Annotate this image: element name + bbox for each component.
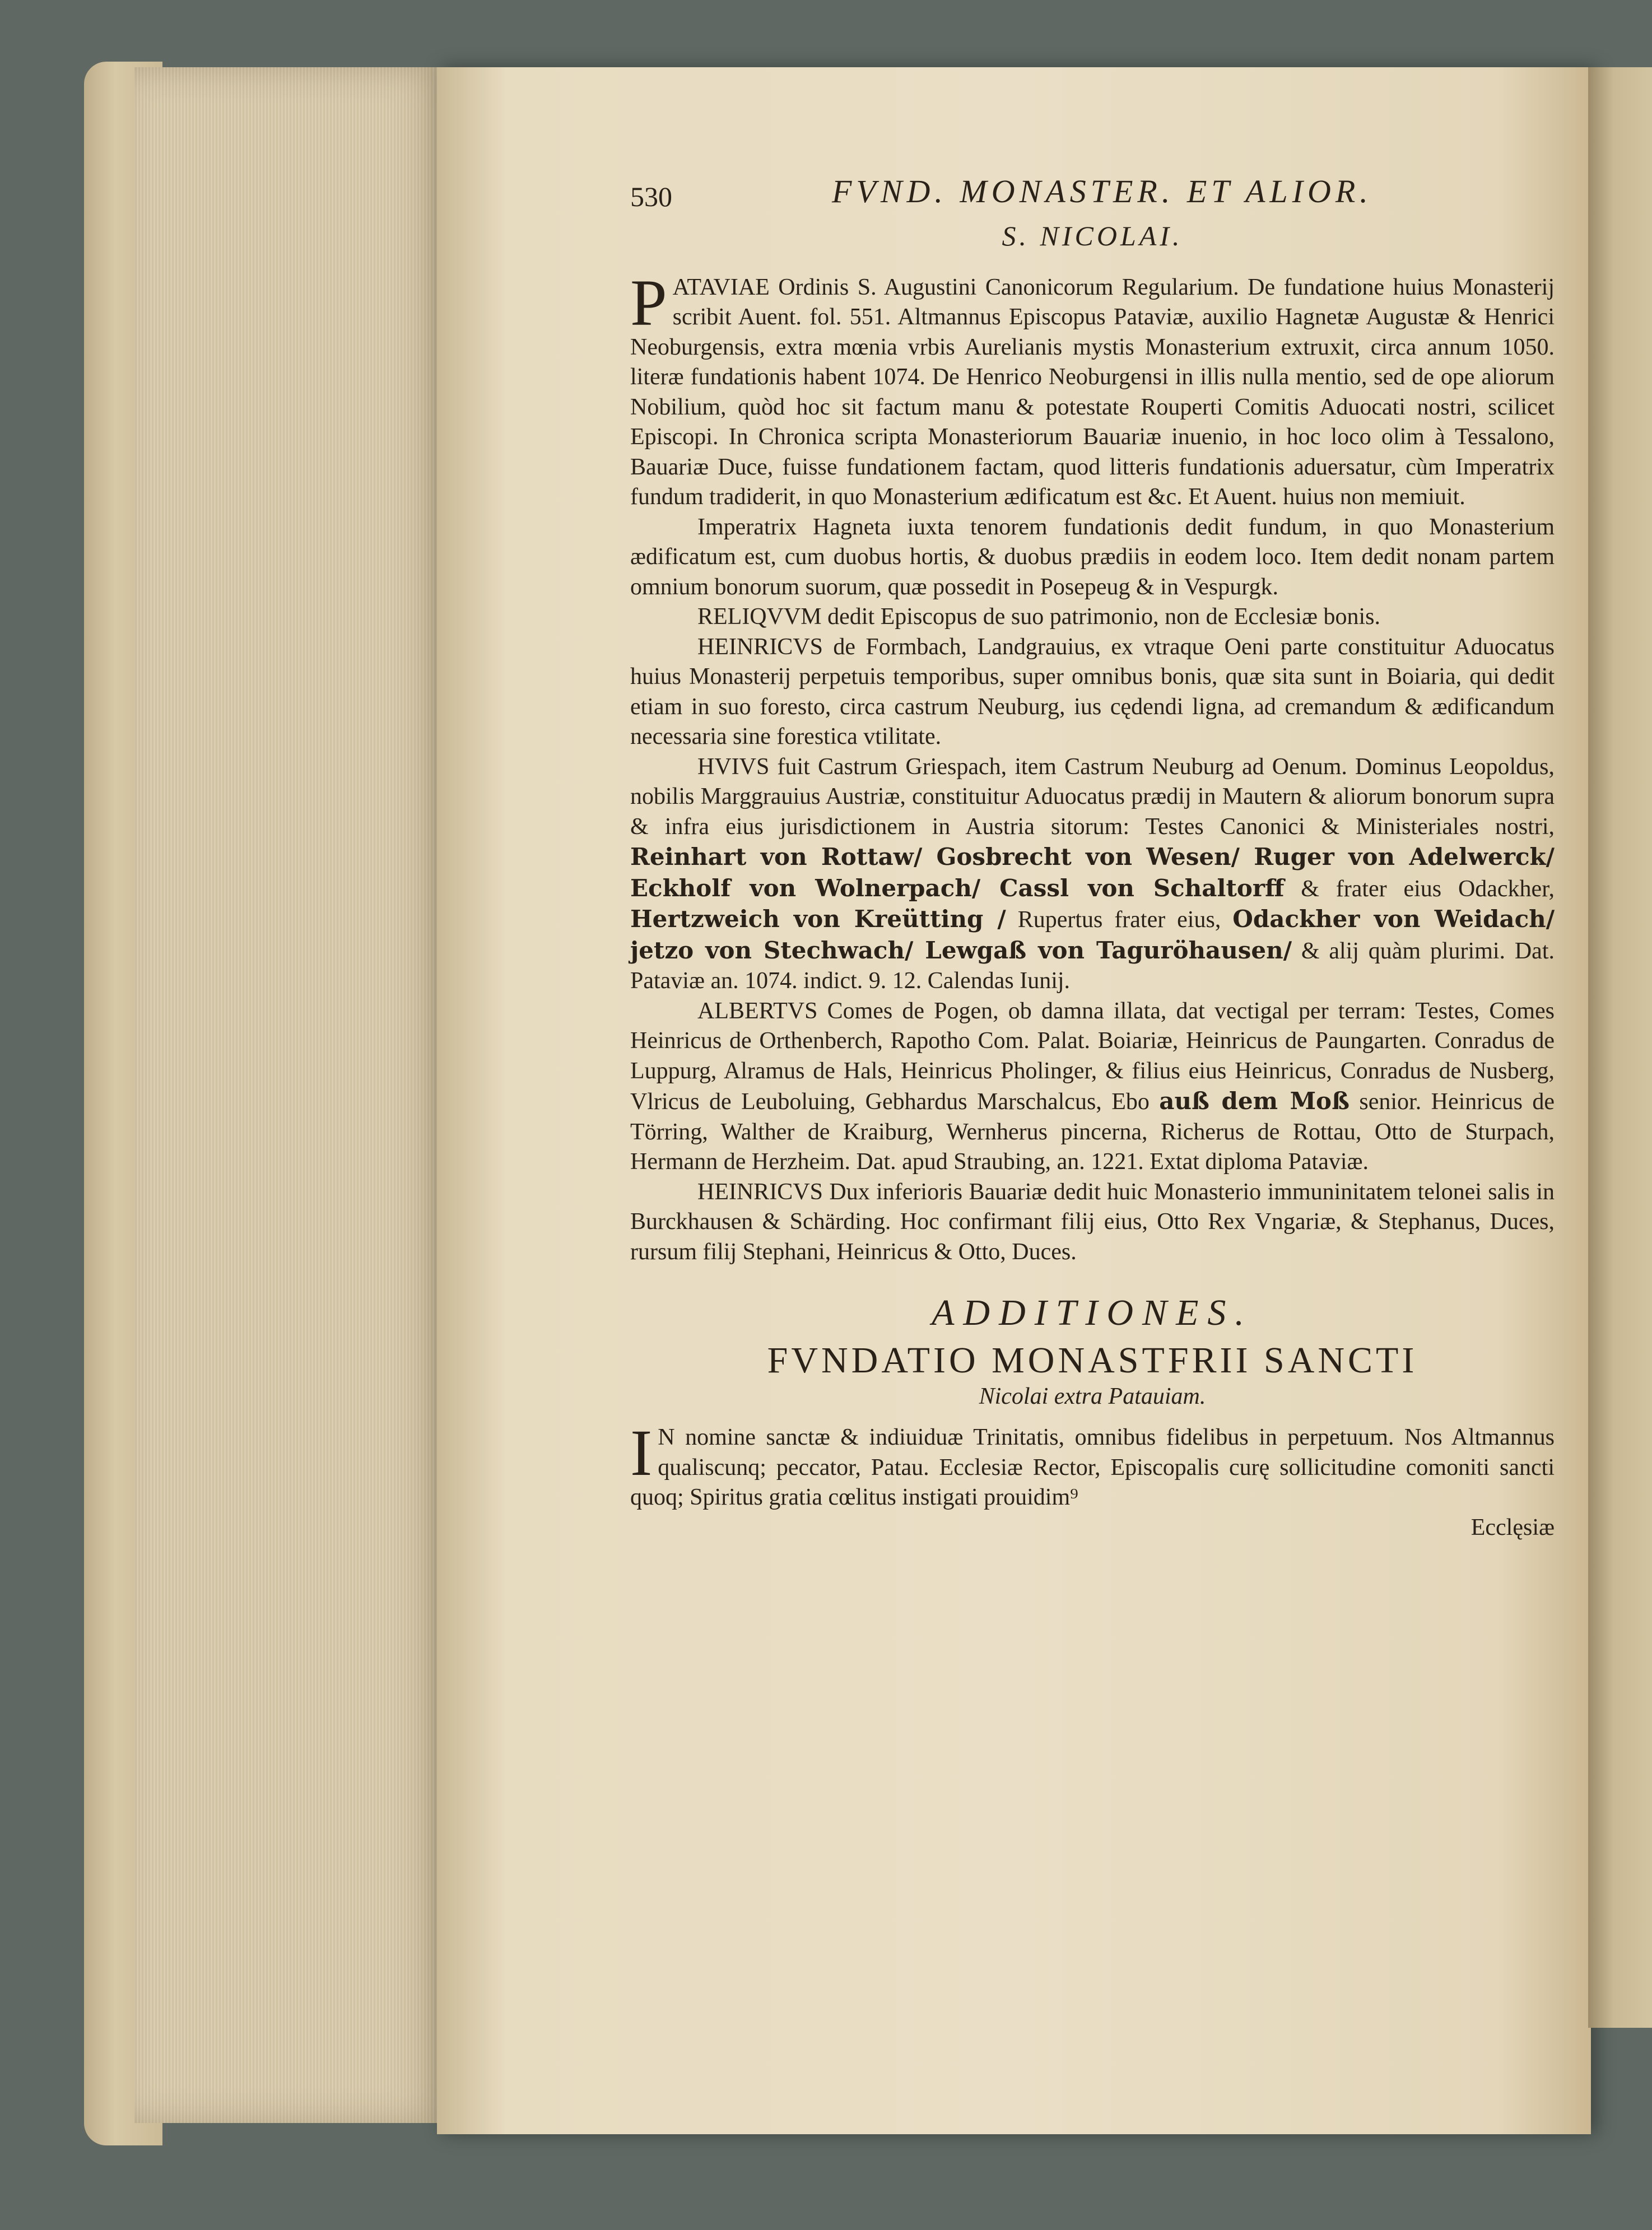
paragraph-text: ALBERTVS Comes de Pogen, ob damna illata, dat vectigal per terram: Testes, Comes Heinricus de Orthenberch, Rapotho Com. Palat. Boiariæ, Heinricus de Paungarten. Conradus de Luppurg, Alramus de Hals, Heinricus Pholinger, & filius eius Heinricus, Conradus de Nusberg, Vlricus de Leuboluing, Gebhardus Marschalcus, Ebo <box>630 998 1555 1115</box>
paragraph-text: ATAVIAE Ordinis S. Augustini Canonicorum Regularium. De fundatione huius Monasterij scribit Auent. fol. 551. Altmannus Episcopus Pataviæ, auxilio Hagnetæ Augustæ & Henrici Neoburgensis, extra mœnia vrbis Aurelianis mystis Monasterium extruxit, circa annum 1050. literæ fundationis habent 1074. De Henrico Neoburgensi in illis nulla mentio, sed de ope aliorum Nobilium, quòd hoc sit factum manu & potestate Rouperti Comitis Aduocati nostri, scilicet Episcopi. In Chronica scripta Monasteriorum Bauariæ inuenio, in hoc loco olim à Tessalono, Bauariæ Duce, fuisse fundationem factam, quod litteris fundationis aduersatur, cùm Imperatrix fundum tradiderit, in quo Monasterium ædificatum est &c. Et Auent. huius non memiuit. <box>630 274 1555 510</box>
paragraph-huius <box>630 752 1555 997</box>
paragraph-in-nomine <box>630 1416 1555 1513</box>
witness-names-blackletter: Hertzweich von Kreütting / <box>630 905 1006 933</box>
paragraph-text: & alij quàm plurimi. Dat. Pataviæ an. 1074. indict. 9. 12. Calendas Iunij. <box>630 938 1555 994</box>
paragraph-heinricus-formbach: HEINRICVS de Formbach, Landgrauius, ex vtraque Oeni parte constituitur Aduocatus huius Monasterij perpetuis temporibus, super omnibus bonis, quæ sita sunt in Boiaria, qui dedit etiam in suo foresto, circa castrum Neuburg, ius cędendi ligna, ad cremandum & ædificandum necessaria sine forestica vtilitate. <box>630 634 1555 749</box>
page-number: 530 <box>630 181 672 212</box>
paragraph-albertus <box>630 997 1555 1177</box>
drop-initial-i: I <box>630 1416 653 1489</box>
additions-heading: ADDITIONES. <box>932 1292 1253 1333</box>
additions-title: FVNDATIO MONASTFRII SANCTI <box>767 1339 1418 1381</box>
additions-subtitle: Nicolai extra Patauiam. <box>979 1383 1206 1409</box>
running-title: FVND. MONASTER. ET ALIOR. <box>832 173 1372 210</box>
paragraph-reliquum: RELIQVVM dedit Episcopus de suo patrimonio, non de Ecclesiæ bonis. <box>697 604 1381 630</box>
witness-names-blackletter: Reinhart von Rottaw/ Gosbrecht von Wesen/ Ruger von Adelwerck/ Eckholf von Wolnerpach/ Cassl von Schaltorff <box>630 843 1555 902</box>
paragraph-text: & frater eius Odackher, <box>1301 876 1555 902</box>
facing-page-edge <box>1588 67 1652 2028</box>
section-title: S. NICOLAI. <box>1002 220 1183 252</box>
name-blackletter: auß dem Moß <box>1159 1087 1349 1115</box>
page-text <box>630 173 1555 1543</box>
drop-initial-p: P <box>630 266 667 339</box>
paragraph-pataviae <box>630 266 1555 513</box>
paragraph-heinricus-dux: HEINRICVS Dux inferioris Bauariæ dedit huic Monasterio immuninitatem telonei salis in Burckhausen & Schärding. Hoc confirmant filij eius, Otto Rex Vngariæ, & Stephanus, Duces, rursum filij Stephani, Heinricus & Otto, Duces. <box>630 1179 1555 1265</box>
paragraph-text: Rupertus frater eius, <box>1017 907 1221 933</box>
paragraph-text: senior. Heinricus de Törring, Walther de Kraiburg, Wernherus pincerna, Richerus de Rottau, Otto de Sturpach, Hermann de Herzheim. Dat. apud Straubing, an. 1221. Extat diploma Pataviæ. <box>630 1089 1555 1175</box>
witness-names-blackletter: Odackher von Weidach/ jetzo von Stechwach/ Lewgaß von Taguröhausen/ <box>630 905 1555 964</box>
page-block-edges <box>134 67 443 2123</box>
paragraph-text: HVIVS fuit Castrum Griespach, item Castrum Neuburg ad Oenum. Dominus Leopoldus, nobilis Marggrauius Austriæ, constituitur Aduocatus prædij in Mautern & aliorum bonorum supra & infra eius jurisdictionem in Austria sitorum: Testes Canonici & Ministeriales nostri, <box>630 753 1555 840</box>
catchword: Ecclęsiæ <box>1470 1514 1555 1540</box>
paragraph-imperatrix: Imperatrix Hagneta iuxta tenorem fundationis dedit fundum, in quo Monasterium ædificatum est, cum duobus hortis, & duobus prædiis in eodem loco. Item dedit nonam partem omnium bonorum suorum, quæ possedit in Posepeug & in Vespurgk. <box>630 514 1555 600</box>
running-head <box>630 173 1555 216</box>
paragraph-text: N nomine sanctæ & indiuiduæ Trinitatis, omnibus fidelibus in perpetuum. Nos Altmannus qualiscunq; peccator, Patau. Ecclesiæ Rector, Episcopalis curę sollicitudine comoniti sancti quoq; Spiritus gratia cœlitus instigati prouidim⁹ <box>630 1424 1555 1510</box>
